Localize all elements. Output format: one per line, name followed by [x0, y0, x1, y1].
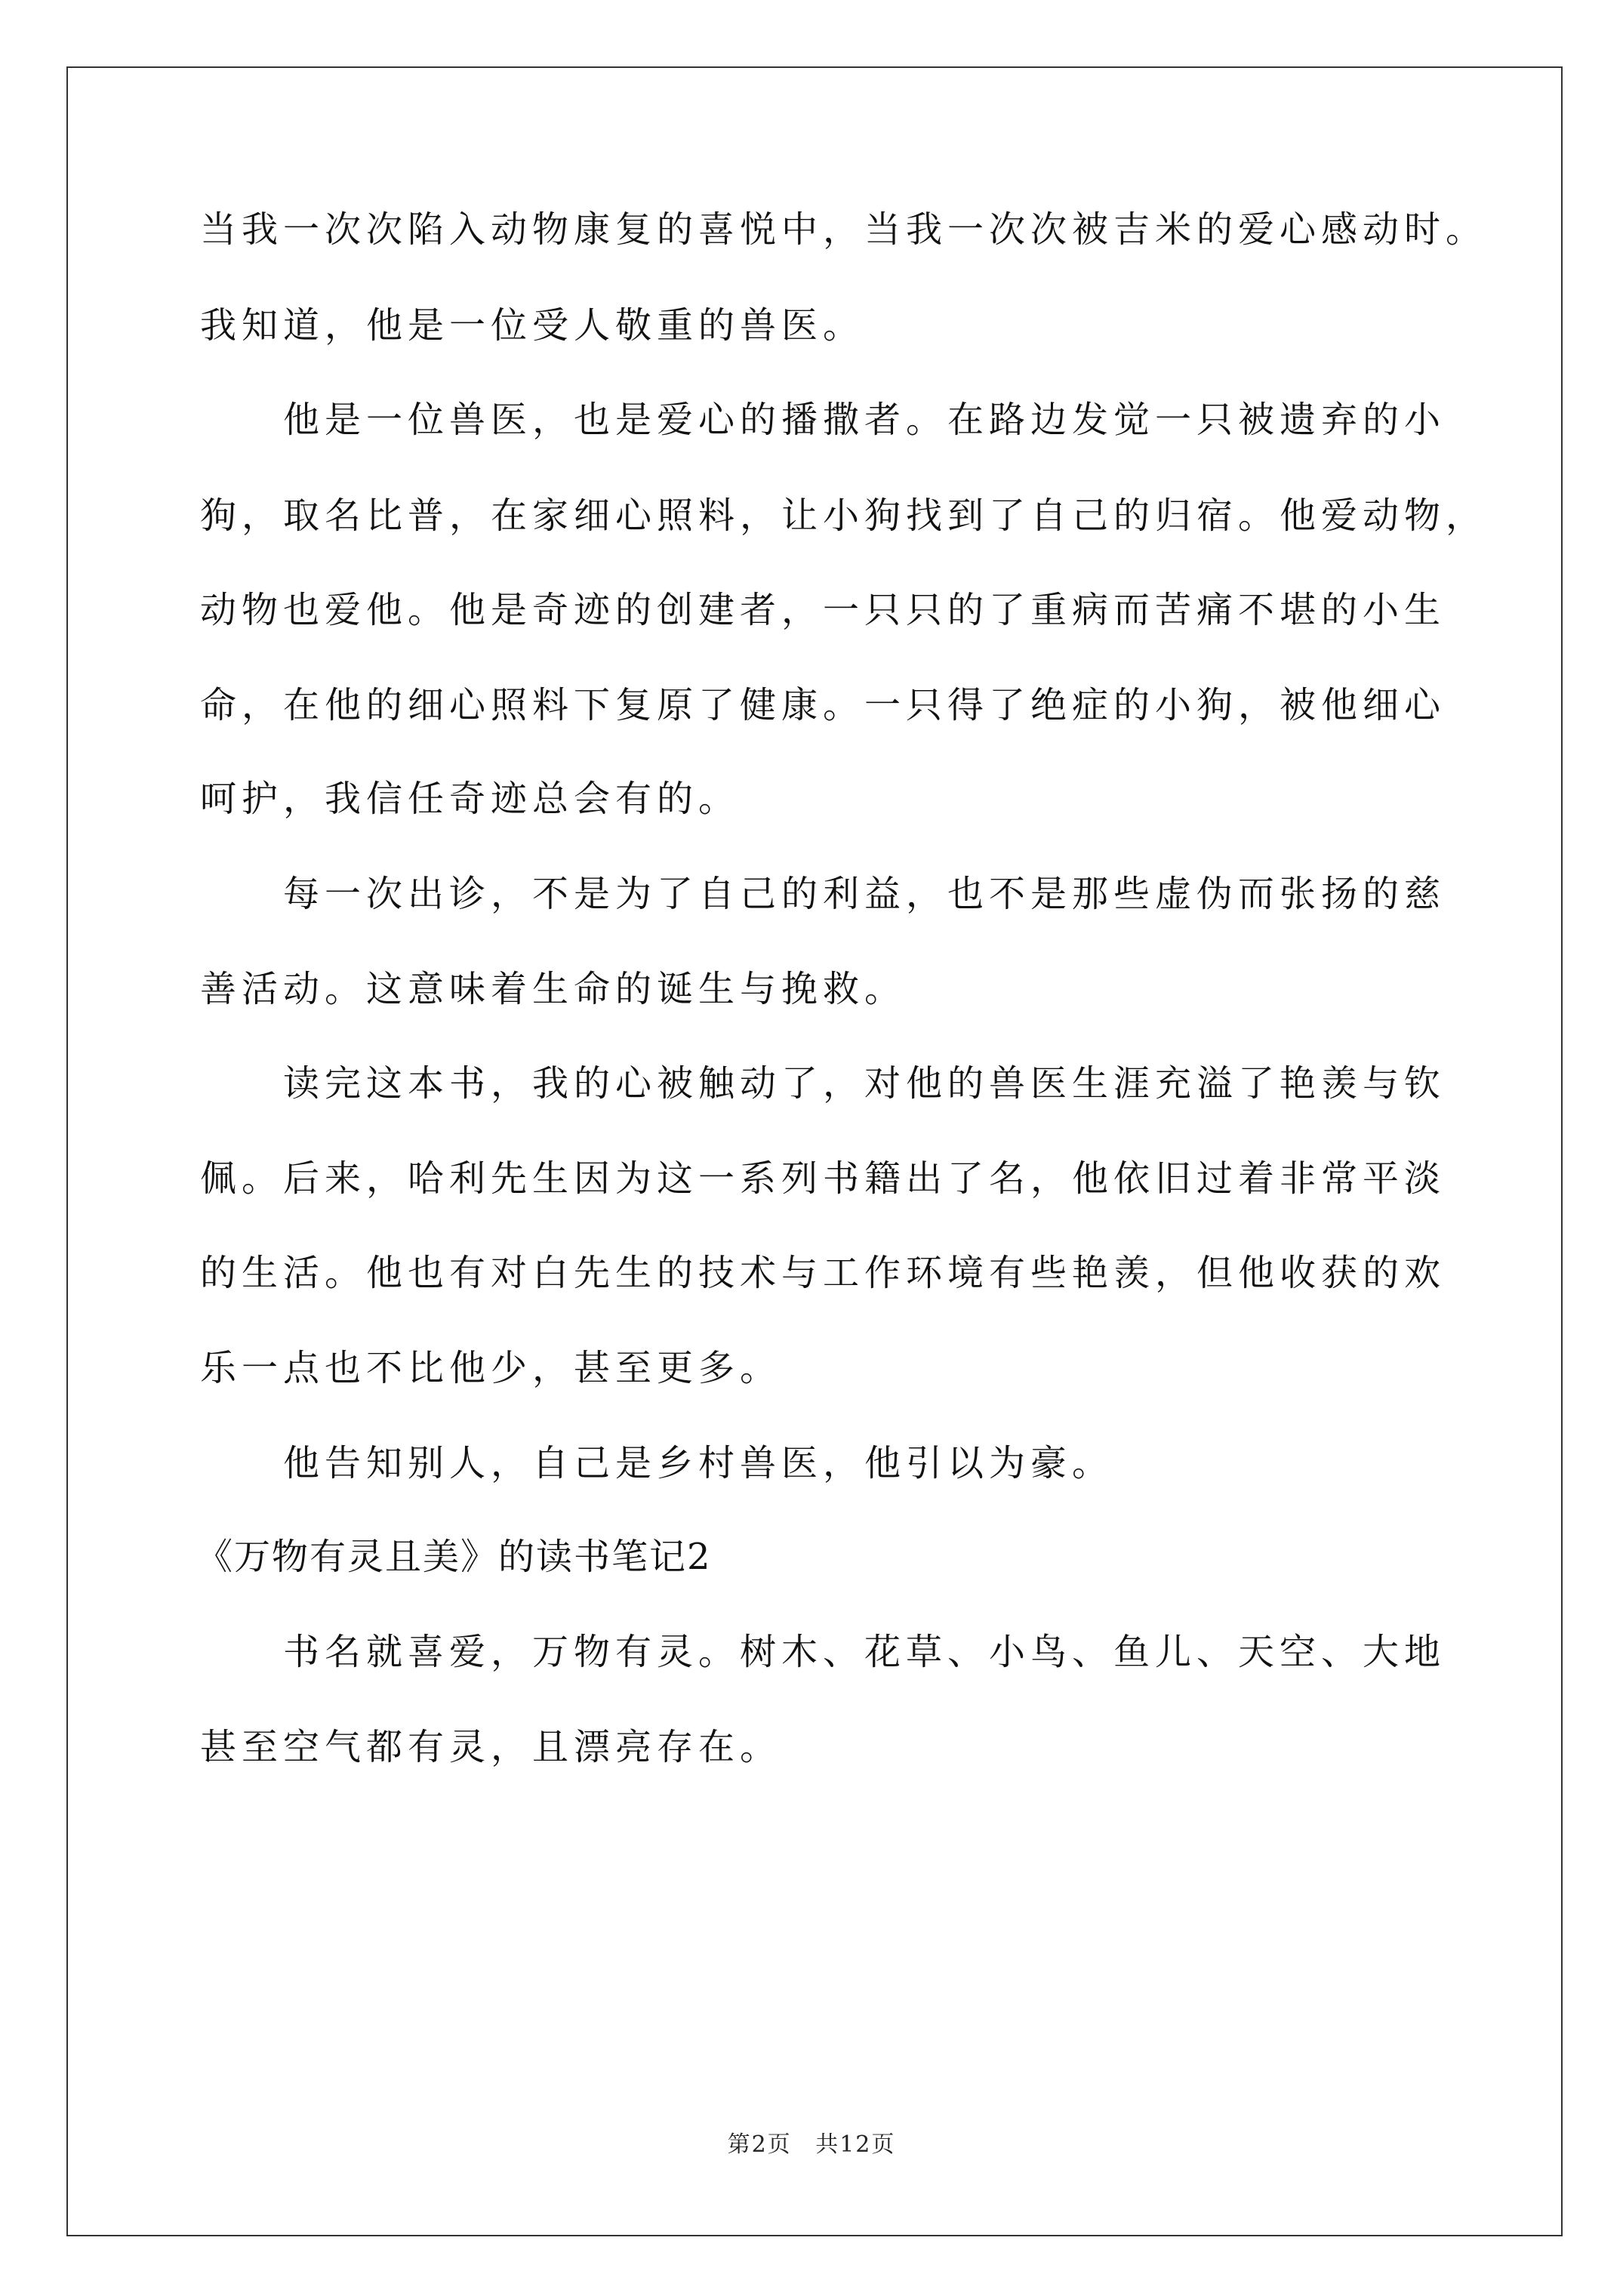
text-line: 善活动。这意味着生命的诞生与挽救。 — [200, 968, 907, 1010]
text-line: 动物也爱他。他是奇迹的创建者，一只只的了重病而苦痛不堪的小生 — [200, 589, 1446, 631]
text-line: 呵护，我信任奇迹总会有的。 — [200, 778, 741, 820]
text-line: 狗，取名比普，在家细心照料，让小狗找到了自己的归宿。他爱动物， — [200, 495, 1488, 537]
paragraph-start: 读完这本书，我的心被触动了，对他的兽医生涯充溢了艳羡与钦 — [283, 1062, 1446, 1105]
paragraph-start: 每一次出诊，不是为了自己的利益，也不是那些虚伪而张扬的慈 — [283, 873, 1446, 915]
page-total: 共12页 — [815, 2131, 896, 2158]
text-line: 我知道，他是一位受人敬重的兽医。 — [200, 304, 865, 347]
text-line: 甚至空气都有灵，且漂亮存在。 — [200, 1726, 782, 1768]
page-footer — [0, 2125, 1623, 2159]
paragraph-start: 他是一位兽医，也是爱心的播撒者。在路边发觉一只被遗弃的小 — [283, 399, 1446, 441]
page-border — [66, 66, 1563, 2236]
section-heading: 《万物有灵且美》的读书笔记2 — [196, 1536, 712, 1578]
text-line: 乐一点也不比他少，甚至更多。 — [200, 1347, 782, 1389]
page-number: 第2页 — [727, 2131, 792, 2158]
text-line: 佩。后来，哈利先生因为这一系列书籍出了名，他依旧过着非常平淡 — [200, 1157, 1446, 1200]
paragraph-start: 书名就喜爱，万物有灵。树木、花草、小鸟、鱼儿、天空、大地 — [283, 1631, 1446, 1673]
text-line: 当我一次次陷入动物康复的喜悦中，当我一次次被吉米的爱心感动时。 — [200, 208, 1488, 251]
text-line: 的生活。他也有对白先生的技术与工作环境有些艳羡，但他收获的欢 — [200, 1252, 1446, 1294]
paragraph-start: 他告知别人，自己是乡村兽医，他引以为豪。 — [283, 1442, 1114, 1484]
text-line: 命，在他的细心照料下复原了健康。一只得了绝症的小狗，被他细心 — [200, 684, 1446, 726]
